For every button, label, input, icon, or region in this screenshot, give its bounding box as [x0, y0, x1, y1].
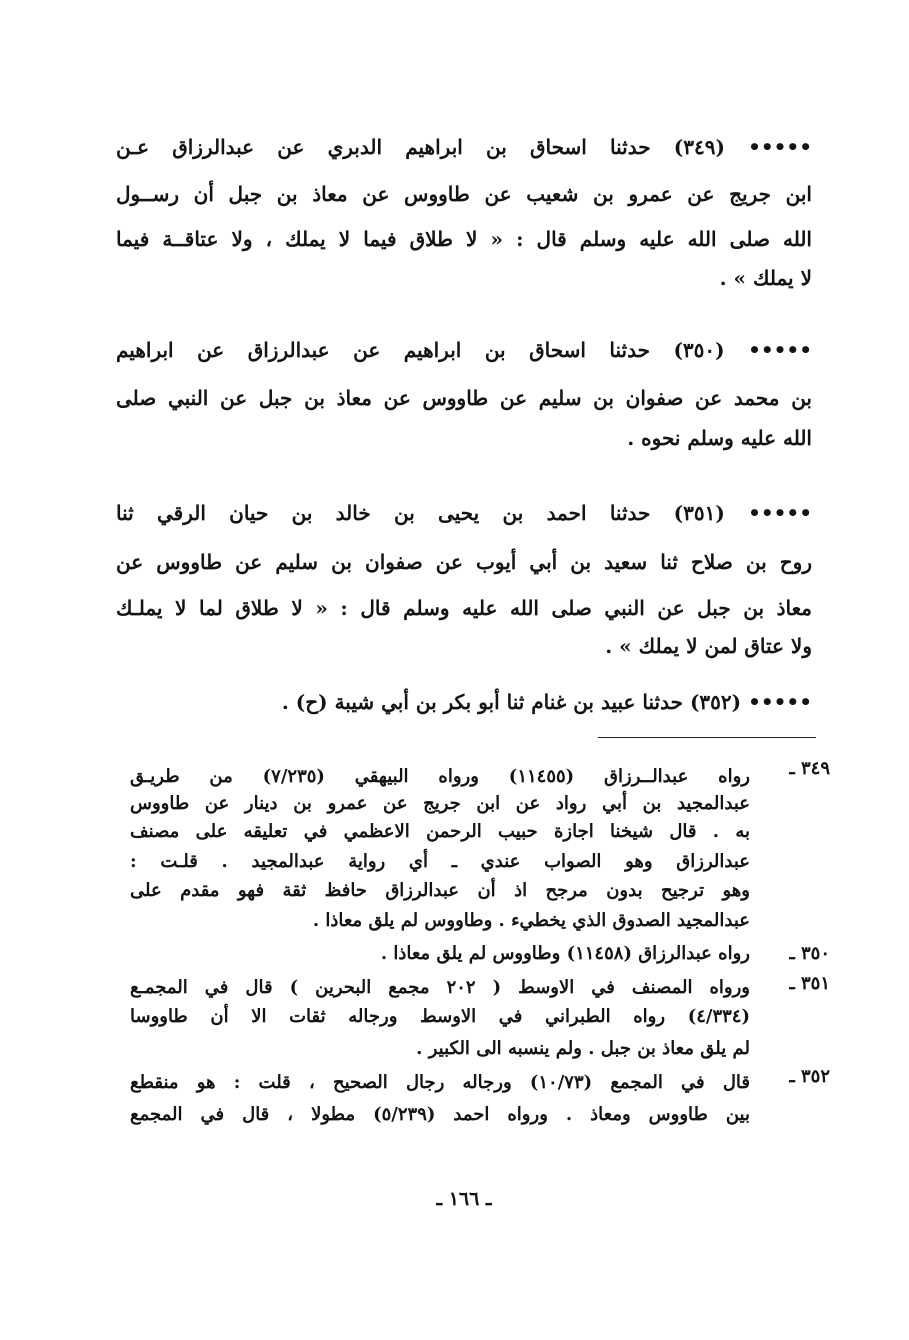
footnote-351-line-2: (٤/٣٣٤) رواه الطبراني في الاوسط ورجاله ثقات الا أن طاووسا [130, 1006, 750, 1027]
hadith-351-line-2: روح بن صلاح ثنا سعيد بن أبي أيوب عن صفوان بن سليم عن طاووس عن [116, 550, 812, 574]
hadith-350-line-3: الله عليه وسلم نحوه . [627, 426, 812, 450]
hadith-351-line-3: معاذ بن جبل عن النبي صلى الله عليه وسلم قال : « لا طلاق لما لا يملـك [116, 596, 812, 620]
page-number: ـ ١٦٦ ـ [436, 1188, 492, 1210]
hadith-352-line-1: ••••• (٣٥٢) حدثنا عبيد بن غنام ثنا أبو بكر بن أبي شيبة (ح) . [281, 690, 812, 714]
footnote-351-line-1: ورواه المصنف في الاوسط ( ٢٠٢ مجمع البحرين ) قال في المجمـع [130, 977, 750, 998]
footnote-349-line-6: عبدالمجيد الصدوق الذي يخطيء . وطاووس لم يلق معاذا . [312, 910, 750, 931]
hadith-351-line-4: ولا عتاق لمن لا يملك » . [605, 634, 812, 658]
footnote-349-line-1: رواه عبدالــرزاق (١١٤٥٥) ورواه البيهقي (٧/٢٣٥) من طريـق [130, 766, 750, 787]
footnote-352-line-1: قال في المجمع (١٠/٧٣) ورجاله رجال الصحيح ، قلت : هو منقطع [130, 1072, 750, 1093]
footnote-349-number: ٣٤٩ ـ [789, 758, 830, 779]
footnote-350-number: ٣٥٠ ـ [789, 943, 830, 964]
hadith-350-line-2: بن محمد عن صفوان بن سليم عن طاووس عن معاذ بن جبل عن النبي صلى [116, 386, 812, 410]
footnote-350-line-1: رواه عبدالرزاق (١١٤٥٨) وطاووس لم يلق معاذا . [380, 943, 750, 964]
footnote-349-line-4: عبدالرزاق وهو الصواب عندي ـ أي رواية عبدالمجيد . قلـت : [130, 851, 750, 872]
footnote-351-line-3: لم يلق معاذ بن جبل . ولم ينسبه الى الكبير . [416, 1038, 750, 1059]
hadith-350-line-1: ••••• (٣٥٠) حدثنا اسحاق بن ابراهيم عن عبدالرزاق عن ابراهيم [116, 338, 812, 362]
footnote-349-line-3: به . قال شيخنا اجازة حبيب الرحمن الاعظمي في تعليقه على مصنف [130, 821, 750, 842]
footnote-349-line-2: عبدالمجيد بن أبي رواد عن ابن جريج عن عمرو بن دينار عن طاووس [130, 793, 750, 814]
footnote-349-line-5: وهو ترجيح بدون مرجح اذ أن عبدالرزاق حافظ ثقة فهو مقدم على [130, 880, 750, 901]
hadith-349-line-3: الله صلى الله عليه وسلم قال : « لا طلاق فيما لا يملك ، ولا عتاقــة فيما [116, 227, 812, 251]
hadith-349-line-1: ••••• (٣٤٩) حدثنا اسحاق بن ابراهيم الدبري عن عبدالرزاق عـن [116, 135, 813, 159]
footnote-351-number: ٣٥١ ـ [789, 973, 830, 994]
footnote-352-number: ٣٥٢ ـ [789, 1066, 830, 1087]
hadith-349-line-2: ابن جريج عن عمرو بن شعيب عن طاووس عن معاذ بن جبل أن رســول [116, 182, 812, 206]
hadith-349-line-4: لا يملك » . [719, 266, 812, 290]
footnote-352-line-2: بين طاووس ومعاذ . ورواه احمد (٥/٢٣٩) مطولا ، قال في المجمع [130, 1104, 751, 1125]
footnote-separator [598, 737, 816, 738]
hadith-351-line-1: ••••• (٣٥١) حدثنا احمد بن يحيى بن خالد بن حيان الرقي ثنا [116, 501, 812, 525]
